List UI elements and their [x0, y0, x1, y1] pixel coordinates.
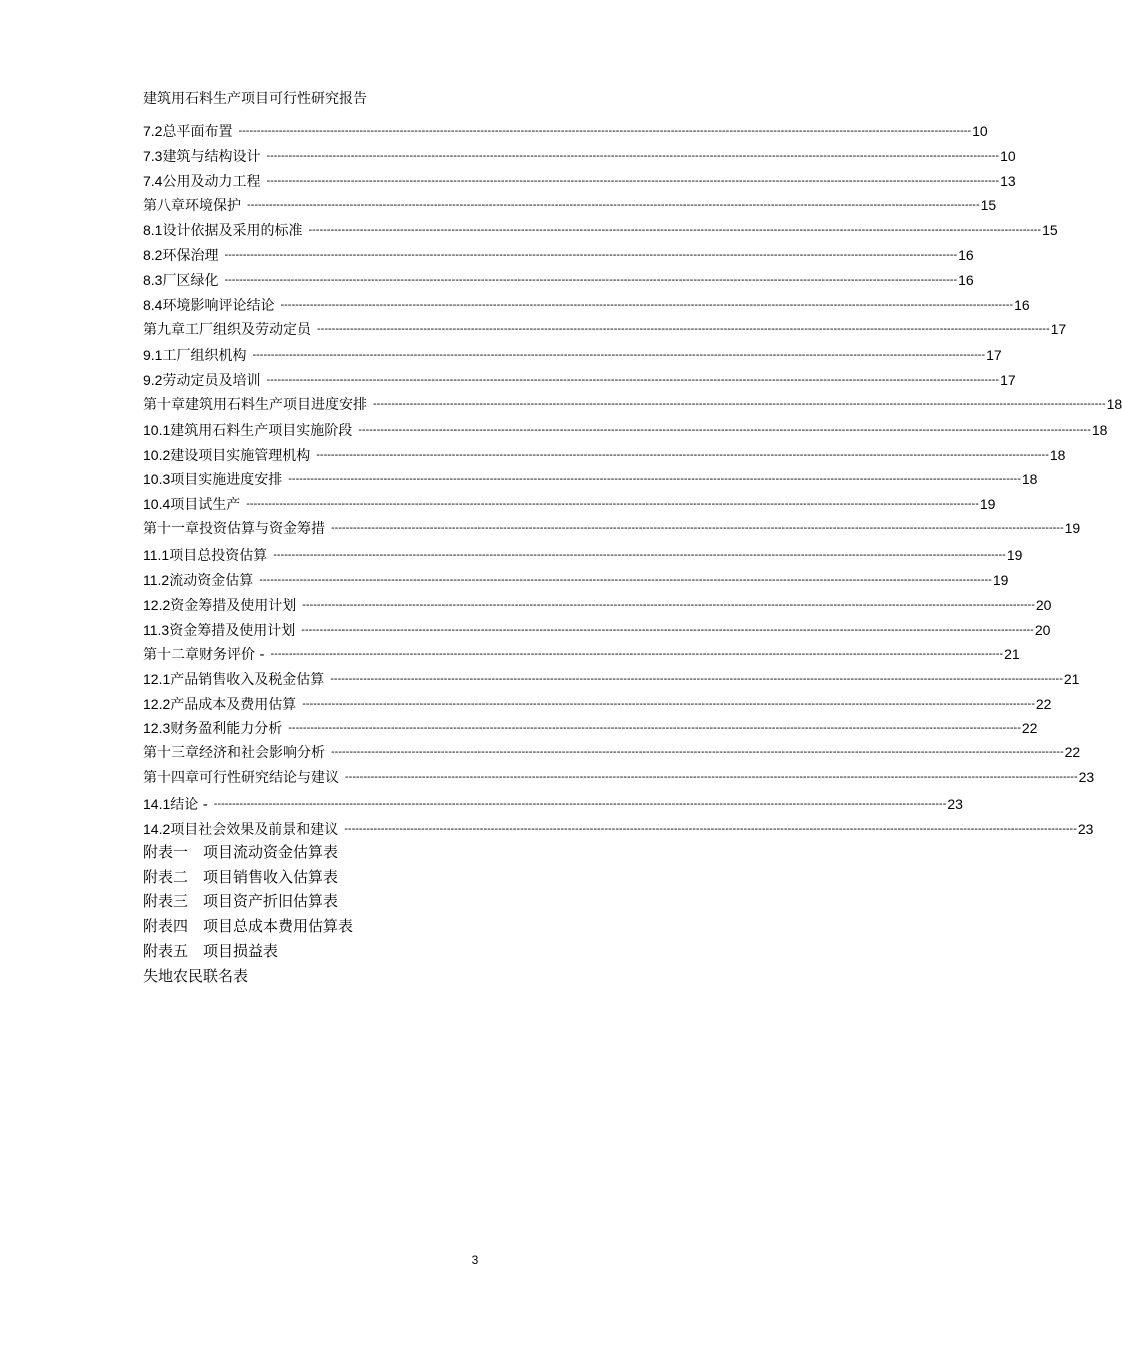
toc-entry-number: 12.2	[143, 597, 171, 613]
toc-leader: --------------------------------------------------------------------------------------------------------------------------------------------------------------------------------------------------------	[213, 798, 947, 810]
toc-entry-title: 资金筹措及使用计划	[169, 623, 296, 639]
toc-leader: --------------------------------------------------------------------------------------------------------------------------------------------------------------------------------------------------------	[266, 175, 1000, 187]
toc-leader: --------------------------------------------------------------------------------------------------------------------------------------------------------------------------------------------------------	[238, 125, 972, 137]
toc-leader: --------------------------------------------------------------------------------------------------------------------------------------------------------------------------------------------------------	[247, 199, 980, 211]
toc-leader: --------------------------------------------------------------------------------------------------------------------------------------------------------------------------------------------------------	[308, 224, 1042, 236]
toc-entry-number: 第八章	[143, 198, 185, 214]
toc-leader: --------------------------------------------------------------------------------------------------------------------------------------------------------------------------------------------------------	[302, 599, 1035, 611]
toc-entry-page: 21	[1063, 671, 1080, 687]
toc-entry	[143, 445, 1066, 465]
appendix-table-1: 附表一 项目流动资金估算表	[143, 843, 339, 861]
toc-entry-number: 10.2	[143, 447, 171, 463]
toc-entry-page: 10	[1000, 148, 1016, 164]
toc-leader: --------------------------------------------------------------------------------------------------------------------------------------------------------------------------------------------------------	[288, 722, 1021, 734]
toc-entry-number: 第十二章	[143, 647, 199, 663]
toc-entry	[143, 669, 1080, 689]
toc-entry-page: 16	[958, 272, 974, 288]
toc-entry-number: 12.1	[143, 671, 171, 687]
toc-entry	[143, 245, 974, 265]
toc-leader: --------------------------------------------------------------------------------------------------------------------------------------------------------------------------------------------------------	[344, 823, 1077, 835]
toc-entry	[143, 742, 1081, 762]
toc-entry	[143, 319, 1067, 339]
toc-entry-page: 22	[1064, 744, 1081, 760]
toc-entry-number: 第十三章	[143, 745, 199, 761]
toc-entry-title: 项目实施进度安排	[170, 472, 283, 488]
toc-entry	[143, 545, 1023, 565]
appendix-table-3: 附表三 项目资产折旧估算表	[143, 892, 339, 910]
toc-leader: --------------------------------------------------------------------------------------------------------------------------------------------------------------------------------------------------------	[270, 648, 1004, 660]
toc-entry-title: 建筑与结构设计	[162, 149, 261, 165]
toc-leader: --------------------------------------------------------------------------------------------------------------------------------------------------------------------------------------------------------	[266, 150, 1000, 162]
toc-entry-number: 9.1	[143, 347, 163, 363]
toc-entry	[143, 345, 1002, 365]
toc-leader: --------------------------------------------------------------------------------------------------------------------------------------------------------------------------------------------------------	[280, 299, 1014, 311]
toc-leader: --------------------------------------------------------------------------------------------------------------------------------------------------------------------------------------------------------	[317, 323, 1050, 335]
toc-entry	[143, 146, 1016, 166]
toc-entry-page: 22	[1035, 696, 1052, 712]
toc-leader: --------------------------------------------------------------------------------------------------------------------------------------------------------------------------------------------------------	[224, 249, 958, 261]
toc-entry-number: 14.2	[143, 821, 171, 837]
toc-entry-number: 8.1	[143, 222, 163, 238]
toc-entry-title: 可行性研究结论与建议	[199, 770, 339, 786]
toc-entry-number: 10.1	[143, 422, 171, 438]
toc-entry-title: 劳动定员及培训	[162, 373, 261, 389]
toc-leader: --------------------------------------------------------------------------------------------------------------------------------------------------------------------------------------------------------	[330, 673, 1063, 685]
toc-entry-page: 18	[1091, 422, 1108, 438]
toc-leader: --------------------------------------------------------------------------------------------------------------------------------------------------------------------------------------------------------	[345, 771, 1078, 783]
toc-entry-title: 工厂组织机构	[162, 348, 247, 364]
toc-entry	[143, 718, 1038, 738]
toc-entry-title: 建设项目实施管理机构	[170, 448, 311, 464]
toc-entry-number: 12.2	[143, 696, 171, 712]
toc-entry-title: 结论 -	[170, 797, 208, 813]
running-header: 建筑用石料生产项目可行性研究报告	[143, 91, 367, 107]
toc-entry-title: 财务评价 -	[199, 647, 265, 663]
toc-entry	[143, 370, 1016, 390]
toc-entry-page: 19	[979, 496, 996, 512]
appendix-table-5: 附表五 项目损益表	[143, 942, 279, 960]
toc-entry-page: 23	[1078, 769, 1095, 785]
toc-entry-number: 第九章	[143, 322, 185, 338]
toc-entry-title: 流动资金估算	[169, 573, 254, 589]
toc-entry-number: 11.3	[143, 622, 170, 638]
toc-entry-title: 公用及动力工程	[162, 174, 261, 190]
toc-entry-number: 14.1	[143, 796, 171, 812]
toc-entry-number: 10.4	[143, 496, 171, 512]
toc-entry	[143, 394, 1122, 414]
toc-leader: --------------------------------------------------------------------------------------------------------------------------------------------------------------------------------------------------------	[331, 746, 1064, 758]
toc-entry-page: 23	[947, 796, 963, 812]
toc-entry-page: 22	[1021, 720, 1038, 736]
toc-entry-title: 建筑用石料生产项目进度安排	[185, 397, 367, 413]
toc-leader: --------------------------------------------------------------------------------------------------------------------------------------------------------------------------------------------------------	[273, 549, 1006, 561]
toc-entry-page: 13	[1000, 173, 1016, 189]
toc-entry-number: 8.2	[143, 247, 163, 263]
toc-entry-title: 产品销售收入及税金估算	[170, 672, 325, 688]
appendix-farmer-petition: 失地农民联名表	[143, 967, 249, 985]
toc-entry-title: 财务盈利能力分析	[170, 721, 283, 737]
toc-entry-title: 总平面布置	[162, 124, 233, 140]
toc-entry-number: 9.2	[143, 372, 163, 388]
toc-entry-page: 17	[986, 347, 1002, 363]
toc-leader: --------------------------------------------------------------------------------------------------------------------------------------------------------------------------------------------------------	[224, 274, 958, 286]
toc-entry-title: 项目社会效果及前景和建议	[170, 822, 339, 838]
toc-entry	[143, 694, 1052, 714]
toc-entry-title: 环境影响评论结论	[162, 298, 275, 314]
toc-entry-number: 第十一章	[143, 521, 199, 537]
toc-entry	[143, 620, 1051, 640]
toc-leader: --------------------------------------------------------------------------------------------------------------------------------------------------------------------------------------------------------	[259, 574, 992, 586]
toc-leader: --------------------------------------------------------------------------------------------------------------------------------------------------------------------------------------------------------	[302, 698, 1035, 710]
toc-entry-page: 10	[972, 123, 988, 139]
toc-entry-number: 7.4	[143, 173, 163, 189]
toc-entry-page: 19	[992, 572, 1009, 588]
toc-entry-title: 环境保护	[185, 198, 241, 214]
toc-entry	[143, 494, 996, 514]
toc-entry-title: 厂区绿化	[162, 273, 219, 289]
toc-entry	[143, 270, 974, 290]
toc-entry	[143, 595, 1052, 615]
appendix-table-4: 附表四 项目总成本费用估算表	[143, 917, 354, 935]
toc-entry	[143, 171, 1016, 191]
toc-entry-page: 15	[980, 197, 997, 213]
toc-entry	[143, 469, 1038, 489]
toc-leader: --------------------------------------------------------------------------------------------------------------------------------------------------------------------------------------------------------	[266, 374, 1000, 386]
toc-entry-number: 第十四章	[143, 770, 199, 786]
toc-entry-page: 18	[1106, 396, 1122, 412]
toc-entry	[143, 767, 1095, 787]
toc-entry-page: 15	[1042, 222, 1058, 238]
toc-entry-page: 19	[1006, 547, 1023, 563]
toc-entry	[143, 295, 1030, 315]
toc-entry-number: 7.2	[143, 123, 163, 139]
toc-entry-page: 16	[958, 247, 974, 263]
toc-entry-title: 工厂组织及劳动定员	[185, 322, 311, 338]
toc-entry-title: 设计依据及采用的标准	[162, 223, 303, 239]
toc-entry	[143, 794, 963, 814]
toc-entry-title: 投资估算与资金筹措	[199, 521, 325, 537]
toc-entry-number: 12.3	[143, 720, 171, 736]
toc-leader: --------------------------------------------------------------------------------------------------------------------------------------------------------------------------------------------------------	[246, 498, 979, 510]
toc-entry	[143, 570, 1009, 590]
toc-entry-title: 产品成本及费用估算	[170, 697, 297, 713]
toc-entry-number: 8.3	[143, 272, 163, 288]
toc-entry-number: 10.3	[143, 471, 171, 487]
toc-entry	[143, 420, 1108, 440]
toc-entry-title: 项目总投资估算	[169, 548, 268, 564]
toc-entry-page: 17	[1050, 321, 1067, 337]
toc-entry-page: 18	[1021, 471, 1038, 487]
toc-entry-page: 16	[1014, 297, 1030, 313]
toc-leader: --------------------------------------------------------------------------------------------------------------------------------------------------------------------------------------------------------	[331, 522, 1064, 534]
toc-leader: --------------------------------------------------------------------------------------------------------------------------------------------------------------------------------------------------------	[288, 473, 1021, 485]
toc-entry-page: 17	[1000, 372, 1016, 388]
toc-entry-number: 7.3	[143, 148, 163, 164]
toc-entry	[143, 819, 1094, 839]
toc-entry-title: 资金筹措及使用计划	[170, 598, 297, 614]
toc-entry	[143, 518, 1081, 538]
toc-entry-page: 21	[1004, 646, 1020, 662]
toc-leader: --------------------------------------------------------------------------------------------------------------------------------------------------------------------------------------------------------	[358, 424, 1091, 436]
toc-entry-title: 环保治理	[162, 248, 219, 264]
toc-entry-number: 11.2	[143, 572, 170, 588]
toc-entry	[143, 644, 1020, 664]
toc-entry-page: 20	[1035, 597, 1052, 613]
toc-leader: --------------------------------------------------------------------------------------------------------------------------------------------------------------------------------------------------------	[373, 398, 1106, 410]
page-number: 3	[471, 1253, 479, 1267]
toc-leader: --------------------------------------------------------------------------------------------------------------------------------------------------------------------------------------------------------	[252, 349, 986, 361]
toc-entry-page: 23	[1077, 821, 1094, 837]
toc-entry-number: 8.4	[143, 297, 163, 313]
toc-entry-number: 11.1	[143, 547, 170, 563]
toc-entry	[143, 195, 997, 215]
toc-entry-title: 项目试生产	[170, 497, 241, 513]
toc-leader: --------------------------------------------------------------------------------------------------------------------------------------------------------------------------------------------------------	[301, 624, 1034, 636]
toc-entry-page: 19	[1064, 520, 1081, 536]
appendix-table-2: 附表二 项目销售收入估算表	[143, 868, 339, 886]
toc-entry-number: 第十章	[143, 397, 185, 413]
toc-entry	[143, 220, 1058, 240]
toc-entry-title: 经济和社会影响分析	[199, 745, 325, 761]
toc-entry-title: 建筑用石料生产项目实施阶段	[170, 423, 353, 439]
toc-entry	[143, 121, 988, 141]
toc-entry-page: 20	[1034, 622, 1051, 638]
toc-leader: --------------------------------------------------------------------------------------------------------------------------------------------------------------------------------------------------------	[316, 449, 1049, 461]
toc-entry-page: 18	[1049, 447, 1066, 463]
